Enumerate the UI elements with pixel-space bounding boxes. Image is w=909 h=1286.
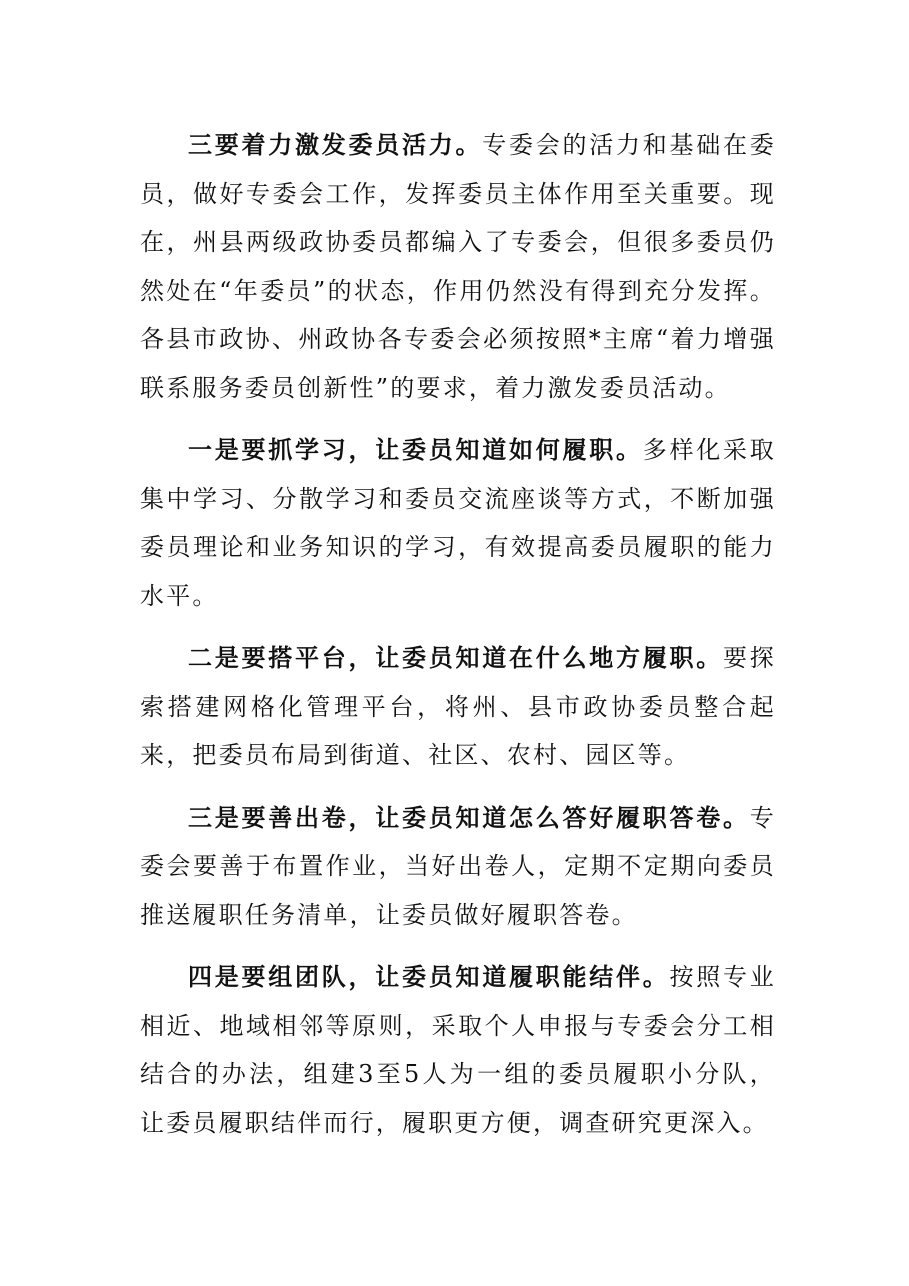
paragraph-heading: 三是要善出卷，让委员知道怎么答好履职答卷。 bbox=[188, 803, 750, 832]
paragraph-text: 按照专业相近、地域相邻等原则，采取个人申报与专委会分工相结合的办法，组建3至5人为一组的委员履职小分队，让委员履职结伴而行，履职更方便，调查研究更深入。 bbox=[140, 963, 776, 1137]
paragraph-text: 要探索搭建网格化管理平台，将州、县市政协委员整合起来，把委员布局到街道、社区、农村、园区等。 bbox=[140, 644, 776, 769]
paragraph-heading: 三要着力激发委员活力。 bbox=[188, 131, 483, 159]
paragraph-heading: 二是要搭平台，让委员知道在什么地方履职。 bbox=[188, 644, 724, 672]
paragraph-heading: 四是要组团队，让委员知道履职能结伴。 bbox=[188, 963, 670, 991]
paragraph-activate-members bbox=[140, 121, 776, 412]
paragraph-assignment bbox=[140, 794, 776, 940]
paragraph-platform bbox=[140, 634, 776, 780]
paragraph-heading: 一是要抓学习，让委员知道如何履职。 bbox=[188, 436, 643, 464]
paragraph-team bbox=[140, 953, 776, 1147]
document-body bbox=[140, 121, 776, 1161]
paragraph-study bbox=[140, 426, 776, 620]
paragraph-text: 专委会要善于布置作业，当好出卷人，定期不定期向委员推送履职任务清单，让委员做好履职答卷。 bbox=[140, 803, 776, 929]
paragraph-text: 专委会的活力和基础在委员，做好专委会工作，发挥委员主体作用至关重要。现在，州县两级政协委员都编入了专委会，但很多委员仍然处在“年委员”的状态，作用仍然没有得到充分发挥。各县市政协、州政协各专委会必须按照*主席“着力增强联系服务委员创新性”的要求，着力激发委员活动。 bbox=[140, 131, 777, 402]
paragraph-text: 多样化采取集中学习、分散学习和委员交流座谈等方式，不断加强委员理论和业务知识的学习，有效提高委员履职的能力水平。 bbox=[140, 436, 777, 610]
